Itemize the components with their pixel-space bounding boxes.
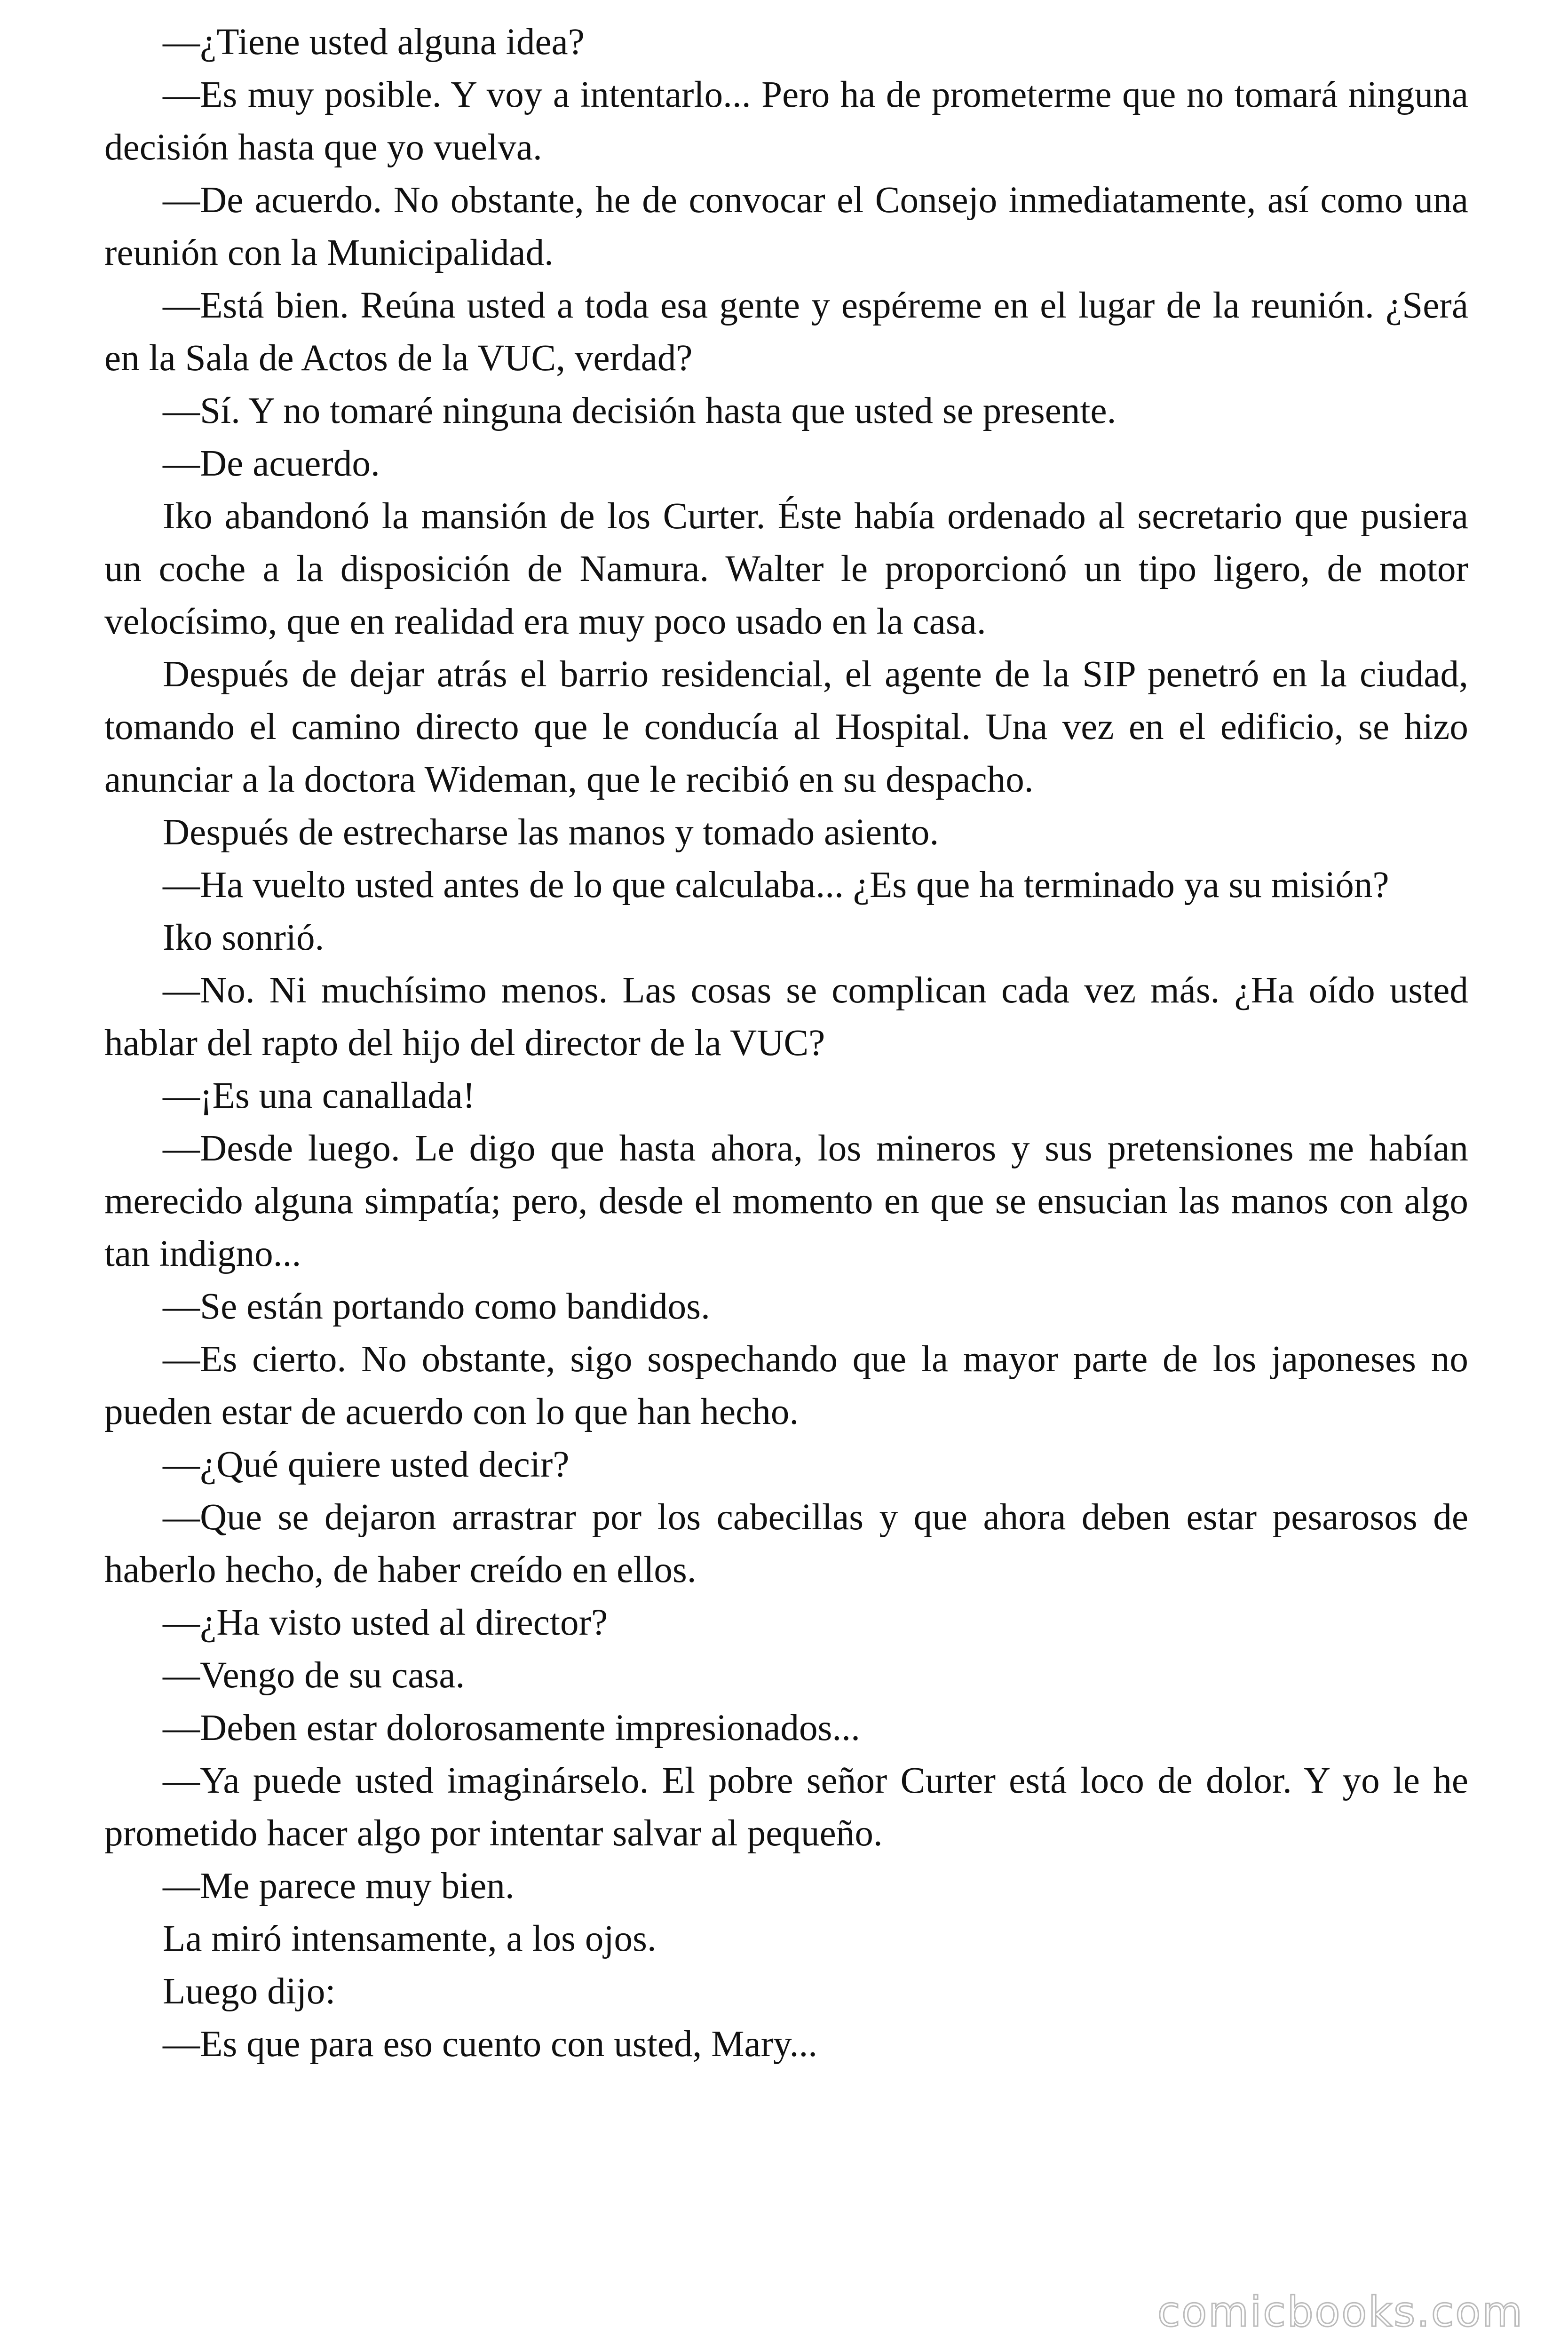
paragraph-8: Después de dejar atrás el barrio residencial, el agente de la SIP penetró en la ciudad, tomando el camino directo que le conducía al Hospital. Una vez en el edificio, se hizo anunciar a la doctora Wideman, que le recibió en su despacho. [104,654,1468,800]
paragraph-25: Luego dijo: [163,1971,336,2012]
paragraph-22: —Ya puede usted imaginárselo. El pobre señor Curter está loco de dolor. Y yo le he prometido hacer algo por intentar salvar al pequeño. [104,1760,1468,1854]
paragraph-17: —¿Qué quiere usted decir? [163,1444,570,1485]
paragraph-24: La miró intensamente, a los ojos. [163,1918,657,1959]
paragraph-4: —Está bien. Reúna usted a toda esa gente y espéreme en el lugar de la reunión. ¿Será en la Sala de Actos de la VUC, verdad? [104,285,1468,379]
paragraph-12: —No. Ni muchísimo menos. Las cosas se complican cada vez más. ¿Ha oído usted hablar del rapto del hijo del director de la VUC? [104,970,1468,1064]
paragraph-7: Iko abandonó la mansión de los Curter. Éste había ordenado al secretario que pusiera un coche a la disposición de Namura. Walter le proporcionó un tipo ligero, de motor velocísimo, que en realidad era muy poco usado en la casa. [104,496,1468,642]
paragraph-20: —Vengo de su casa. [163,1655,465,1696]
paragraph-1: —¿Tiene usted alguna idea? [163,22,585,63]
paragraph-26: —Es que para eso cuento con usted, Mary... [163,2024,818,2065]
paragraph-9: Después de estrecharse las manos y tomado asiento. [163,812,939,853]
paragraph-19: —¿Ha visto usted al director? [163,1602,608,1643]
paragraph-18: —Que se dejaron arrastrar por los cabecillas y que ahora deben estar pesarosos de haberlo hecho, de haber creído en ellos. [104,1497,1468,1590]
paragraph-14: —Desde luego. Le digo que hasta ahora, los mineros y sus pretensiones me habían merecido alguna simpatía; pero, desde el momento en que se ensucian las manos con algo tan indigno... [104,1128,1468,1274]
paragraph-2: —Es muy posible. Y voy a intentarlo... Pero ha de prometerme que no tomará ninguna decisión hasta que yo vuelva. [104,74,1468,168]
paragraph-16: —Es cierto. No obstante, sigo sospechando que la mayor parte de los japoneses no pueden estar de acuerdo con lo que han hecho. [104,1339,1468,1432]
paragraph-5: —Sí. Y no tomaré ninguna decisión hasta que usted se presente. [163,390,1117,431]
paragraph-11: Iko sonrió. [163,917,325,958]
paragraph-6: —De acuerdo. [163,443,380,484]
paragraph-21: —Deben estar dolorosamente impresionados... [163,1708,860,1748]
paragraph-3: —De acuerdo. No obstante, he de convocar el Consejo inmediatamente, así como una reunión con la Municipalidad. [104,180,1468,273]
paragraph-23: —Me parece muy bien. [163,1866,515,1907]
paragraph-13: —¡Es una canallada! [163,1075,475,1116]
watermark: comicbooks.com [1157,2288,1524,2336]
page-text [104,16,1468,2071]
paragraph-15: —Se están portando como bandidos. [163,1286,710,1327]
paragraph-10: —Ha vuelto usted antes de lo que calculaba... ¿Es que ha terminado ya su misión? [163,865,1389,906]
